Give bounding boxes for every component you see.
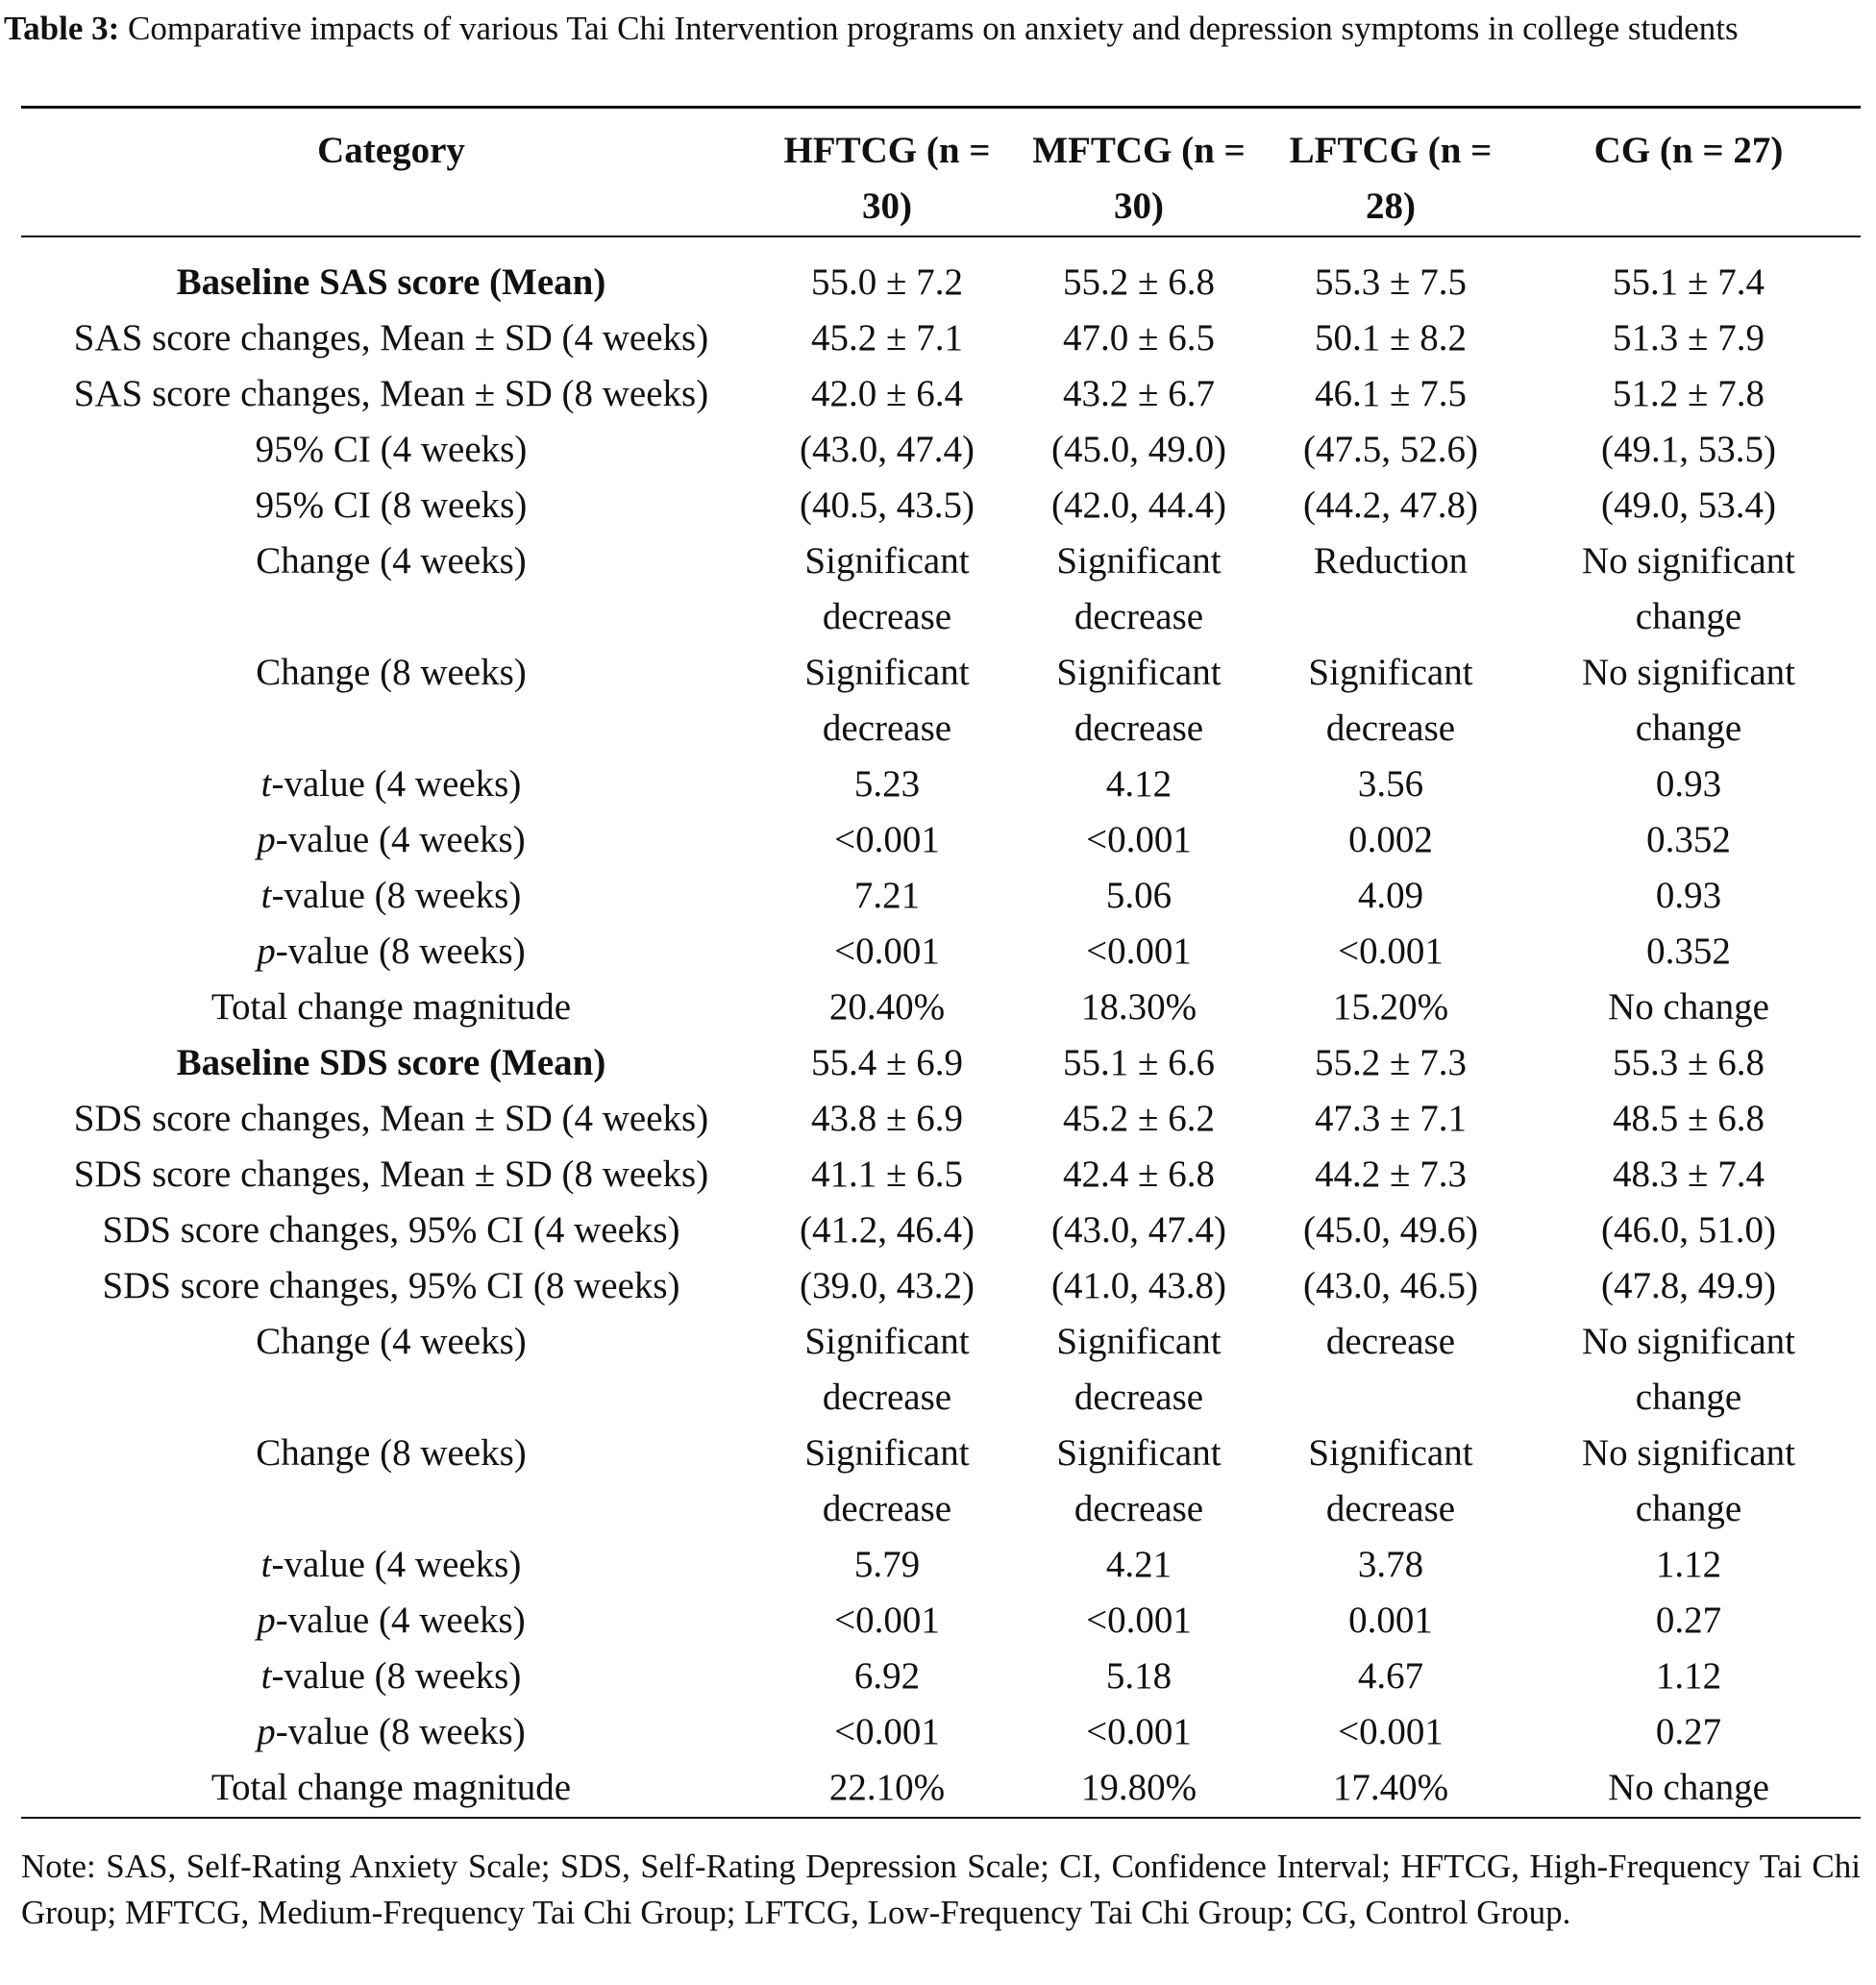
table-row [21, 1314, 1861, 1426]
table-cell: (49.1, 53.5) [1601, 429, 1776, 470]
cell-line: decrease [822, 1377, 952, 1418]
table-cell [1013, 1314, 1265, 1426]
table-cell: (40.5, 43.5) [800, 484, 975, 526]
row-label-italic-symbol: t [260, 875, 272, 916]
table-cell: 55.1 ± 7.4 [1613, 261, 1765, 303]
cell-line: decrease [1074, 707, 1204, 749]
table-header-row [21, 123, 1861, 252]
cell-line: Significant [1056, 652, 1222, 693]
row-label [21, 980, 761, 1035]
row-label [21, 478, 761, 533]
table-cell: 0.352 [1646, 819, 1731, 860]
table-cell: 20.40% [828, 986, 946, 1028]
row-label-italic-symbol: p [257, 819, 276, 860]
table-cell: <0.001 [1086, 1711, 1192, 1752]
table-cell: 45.2 ± 6.2 [1063, 1098, 1215, 1139]
row-label [21, 1649, 761, 1704]
cell-line: decrease [1325, 1321, 1456, 1362]
table-cell [1517, 1426, 1861, 1537]
table-body [21, 252, 1861, 1816]
table-cell: (45.0, 49.6) [1303, 1209, 1478, 1251]
row-label-text: 95% CI (8 weeks) [255, 484, 528, 526]
row-label [21, 812, 761, 868]
table-row [21, 1147, 1861, 1203]
table-cell [1265, 1426, 1517, 1537]
table-row [21, 1760, 1861, 1816]
table-cell: <0.001 [1086, 1600, 1192, 1641]
row-label-text: Baseline SAS score (Mean) [176, 261, 606, 303]
cell-line: Significant [1056, 540, 1222, 582]
table-cell: (46.0, 51.0) [1601, 1209, 1776, 1251]
table-cell: 17.40% [1332, 1767, 1449, 1808]
row-label-text: SDS score changes, Mean ± SD (8 weeks) [73, 1154, 709, 1195]
table-cell: 1.12 [1655, 1544, 1722, 1585]
table-cell: 18.30% [1080, 986, 1197, 1028]
table-cell: 0.002 [1348, 819, 1433, 860]
table-cell: 48.3 ± 7.4 [1613, 1154, 1765, 1195]
row-label-text: SDS score changes, Mean ± SD (4 weeks) [73, 1098, 709, 1139]
row-label-text: SAS score changes, Mean ± SD (4 weeks) [73, 317, 709, 359]
header-group-n: (n = 30) [1114, 130, 1246, 227]
table-row [21, 812, 1861, 868]
table-cell: (41.2, 46.4) [800, 1209, 975, 1251]
cell-line: Significant [1308, 1432, 1473, 1474]
table-cell: 4.21 [1105, 1544, 1172, 1585]
table-cell: <0.001 [1338, 930, 1444, 972]
table-caption-text: Comparative impacts of various Tai Chi Intervention programs on anxiety and depression symptoms in college students [128, 10, 1739, 47]
row-label [21, 422, 761, 478]
table-cell: 43.8 ± 6.9 [811, 1098, 963, 1139]
table-cell: No change [1608, 986, 1769, 1028]
table-caption [4, 8, 1872, 50]
table-row [21, 310, 1861, 366]
table-cell: <0.001 [834, 1600, 940, 1641]
table-cell: 55.1 ± 6.6 [1063, 1042, 1215, 1083]
results-table [21, 123, 1861, 1816]
row-label [21, 252, 761, 310]
table-row [21, 1426, 1861, 1537]
table-cell: <0.001 [834, 819, 940, 860]
row-label-italic-symbol: p [257, 1600, 276, 1641]
row-label-italic-symbol: t [260, 1544, 272, 1585]
row-label-italic-symbol: t [260, 1655, 272, 1697]
cell-line: Significant [804, 652, 970, 693]
header-group-name: CG [1593, 130, 1651, 171]
table-row [21, 1537, 1861, 1593]
table-top-rule [21, 106, 1861, 109]
table-cell [1013, 1426, 1265, 1537]
row-label [21, 1426, 761, 1537]
table-cell [1265, 533, 1517, 645]
cell-line: change [1635, 1488, 1742, 1529]
row-label-text: -value (8 weeks) [275, 930, 526, 972]
cell-line: Significant [804, 1321, 970, 1362]
row-label-italic-symbol: p [257, 930, 276, 972]
table-cell: (42.0, 44.4) [1051, 484, 1226, 526]
cell-line: decrease [1325, 1488, 1456, 1529]
row-label [21, 366, 761, 422]
header-group-n: (n = 27) [1659, 130, 1784, 171]
cell-line: decrease [1074, 1488, 1204, 1529]
row-label [21, 1091, 761, 1147]
header-group-mftcg [1013, 123, 1265, 252]
table-row [21, 533, 1861, 645]
row-label-text: Change (4 weeks) [256, 540, 527, 582]
table-cell: 4.09 [1357, 875, 1424, 916]
table-cell: 42.0 ± 6.4 [811, 373, 963, 414]
table-caption-label: Table 3: [4, 10, 120, 47]
row-label [21, 1203, 761, 1258]
row-label-text: -value (8 weeks) [271, 875, 522, 916]
row-label-text: -value (4 weeks) [275, 1600, 526, 1641]
table-row [21, 1091, 1861, 1147]
row-label [21, 757, 761, 812]
row-label [21, 533, 761, 645]
table-row [21, 478, 1861, 533]
table-row [21, 422, 1861, 478]
row-label [21, 645, 761, 757]
row-label [21, 1258, 761, 1314]
table-cell: 43.2 ± 6.7 [1063, 373, 1215, 414]
row-label-text: SDS score changes, 95% CI (4 weeks) [102, 1209, 680, 1251]
row-label-text: -value (4 weeks) [271, 1544, 522, 1585]
table-bottom-rule [21, 1817, 1861, 1819]
cell-line: Significant [1056, 1432, 1222, 1474]
table-cell: (43.0, 47.4) [800, 429, 975, 470]
table-cell [1517, 1314, 1861, 1426]
table-cell: 3.78 [1357, 1544, 1424, 1585]
table-cell: 48.5 ± 6.8 [1613, 1098, 1765, 1139]
row-label-text: SAS score changes, Mean ± SD (8 weeks) [73, 373, 709, 414]
row-label-text: -value (8 weeks) [271, 1655, 522, 1697]
table-cell: <0.001 [1338, 1711, 1444, 1752]
table-cell: 22.10% [828, 1767, 946, 1808]
cell-line: Significant [1056, 1321, 1222, 1362]
cell-line: change [1635, 596, 1742, 637]
table-row [21, 868, 1861, 924]
table-cell: No change [1608, 1767, 1769, 1808]
cell-line: decrease [822, 596, 952, 637]
cell-line: No significant [1581, 1432, 1796, 1474]
table-cell [1013, 645, 1265, 757]
table-cell [1265, 645, 1517, 757]
table-cell: 0.93 [1655, 875, 1722, 916]
header-group-hftcg [761, 123, 1013, 252]
table-cell: 4.12 [1105, 763, 1172, 805]
table-cell: (47.5, 52.6) [1303, 429, 1478, 470]
table-row [21, 1258, 1861, 1314]
row-label-text: -value (4 weeks) [275, 819, 526, 860]
cell-line: Significant [804, 540, 970, 582]
row-label [21, 1704, 761, 1760]
table-cell: 0.27 [1655, 1711, 1722, 1752]
table-row [21, 1649, 1861, 1704]
table-cell: 0.001 [1348, 1600, 1433, 1641]
cell-line: Significant [1308, 652, 1473, 693]
table-cell: 1.12 [1655, 1655, 1722, 1697]
table-row [21, 757, 1861, 812]
table-cell: 42.4 ± 6.8 [1063, 1154, 1215, 1195]
row-label [21, 1537, 761, 1593]
table-cell: 0.27 [1655, 1600, 1722, 1641]
table-cell: 55.2 ± 6.8 [1063, 261, 1215, 303]
header-group-n: (n = 28) [1366, 130, 1493, 227]
table-cell: 50.1 ± 8.2 [1315, 317, 1467, 359]
header-group-name: HFTCG [783, 130, 918, 171]
table-cell: 0.352 [1646, 930, 1731, 972]
cell-line: decrease [1074, 596, 1204, 637]
table-cell: 55.3 ± 7.5 [1315, 261, 1467, 303]
cell-line: Significant [804, 1432, 970, 1474]
header-group-n: (n = 30) [862, 130, 991, 227]
cell-line: decrease [822, 707, 952, 749]
table-cell: 55.0 ± 7.2 [811, 261, 963, 303]
table-row [21, 980, 1861, 1035]
header-group-cg [1517, 123, 1861, 252]
header-group-lftcg [1265, 123, 1517, 252]
table-cell: 5.06 [1105, 875, 1172, 916]
table-cell: 41.1 ± 6.5 [811, 1154, 963, 1195]
row-label-text: Total change magnitude [210, 986, 572, 1028]
row-label-italic-symbol: p [257, 1711, 276, 1752]
table-row [21, 1035, 1861, 1091]
table-cell: 55.2 ± 7.3 [1315, 1042, 1467, 1083]
table-cell: <0.001 [1086, 930, 1192, 972]
table-cell [761, 533, 1013, 645]
cell-line: Reduction [1313, 540, 1469, 582]
table-cell [1517, 533, 1861, 645]
row-label-text: Total change magnitude [210, 1767, 572, 1808]
table-cell [761, 645, 1013, 757]
table-cell: 47.3 ± 7.1 [1315, 1098, 1467, 1139]
table-cell: 51.3 ± 7.9 [1613, 317, 1765, 359]
row-label [21, 1035, 761, 1091]
row-label-italic-symbol: t [260, 763, 272, 805]
table-cell: 5.23 [853, 763, 921, 805]
cell-line: decrease [822, 1488, 952, 1529]
cell-line: change [1635, 707, 1742, 749]
table-cell [1265, 1314, 1517, 1426]
row-label-text: Baseline SDS score (Mean) [176, 1042, 606, 1083]
table-cell: 3.56 [1357, 763, 1424, 805]
row-label-text: Change (4 weeks) [256, 1321, 527, 1362]
header-category: Category [317, 130, 465, 171]
table-row [21, 252, 1861, 310]
table-cell: 6.92 [853, 1655, 921, 1697]
table-cell: 0.93 [1655, 763, 1722, 805]
table-row [21, 924, 1861, 980]
cell-line: No significant [1581, 1321, 1796, 1362]
table-cell: <0.001 [834, 930, 940, 972]
cell-line: No significant [1581, 652, 1796, 693]
table-cell: (43.0, 46.5) [1303, 1265, 1478, 1306]
table-note: Note: SAS, Self-Rating Anxiety Scale; SDS, Self-Rating Depression Scale; CI, Confidence Interval; HFTCG, High-Frequency Tai Chi Group; MFTCG, Medium-Frequency Tai Chi Group; LFTCG, Low-Frequency Tai Chi Group; CG, Control Group. [21, 1848, 1861, 1931]
table-cell: 51.2 ± 7.8 [1613, 373, 1765, 414]
table-cell: (43.0, 47.4) [1051, 1209, 1226, 1251]
table-cell: 7.21 [853, 875, 921, 916]
row-label [21, 1314, 761, 1426]
table-row [21, 645, 1861, 757]
row-label [21, 868, 761, 924]
cell-line: decrease [1074, 1377, 1204, 1418]
table-cell: (49.0, 53.4) [1601, 484, 1776, 526]
table-cell: <0.001 [834, 1711, 940, 1752]
table-cell: 55.4 ± 6.9 [811, 1042, 963, 1083]
cell-line: No significant [1581, 540, 1796, 582]
table-cell [1517, 645, 1861, 757]
table-cell [761, 1314, 1013, 1426]
table-cell: 5.79 [853, 1544, 921, 1585]
table-cell: 44.2 ± 7.3 [1315, 1154, 1467, 1195]
table-cell: <0.001 [1086, 819, 1192, 860]
row-label-text: -value (8 weeks) [275, 1711, 526, 1752]
header-group-name: MFTCG [1032, 130, 1172, 171]
table-cell: (45.0, 49.0) [1051, 429, 1226, 470]
table-cell: 55.3 ± 6.8 [1613, 1042, 1765, 1083]
row-label [21, 1593, 761, 1649]
row-label [21, 924, 761, 980]
row-label [21, 310, 761, 366]
table-cell: 46.1 ± 7.5 [1315, 373, 1467, 414]
cell-line: decrease [1325, 707, 1456, 749]
table-cell [1013, 533, 1265, 645]
table-cell: 15.20% [1332, 986, 1449, 1028]
table-cell: (39.0, 43.2) [800, 1265, 975, 1306]
table-row [21, 1593, 1861, 1649]
row-label-text: -value (4 weeks) [271, 763, 522, 805]
table-cell: 47.0 ± 6.5 [1063, 317, 1215, 359]
row-label-text: 95% CI (4 weeks) [255, 429, 528, 470]
table-cell: (44.2, 47.8) [1303, 484, 1478, 526]
header-group-name: LFTCG [1289, 130, 1419, 171]
table-cell: (41.0, 43.8) [1051, 1265, 1226, 1306]
table-cell [761, 1426, 1013, 1537]
cell-line: change [1635, 1377, 1742, 1418]
table-row [21, 366, 1861, 422]
row-label-text: Change (8 weeks) [256, 652, 527, 693]
table-cell: (47.8, 49.9) [1601, 1265, 1776, 1306]
row-label [21, 1760, 761, 1816]
table-row [21, 1203, 1861, 1258]
table-cell: 4.67 [1357, 1655, 1424, 1697]
table-cell: 5.18 [1105, 1655, 1172, 1697]
row-label-text: SDS score changes, 95% CI (8 weeks) [102, 1265, 680, 1306]
table-cell: 45.2 ± 7.1 [811, 317, 963, 359]
table-row [21, 1704, 1861, 1760]
row-label-text: Change (8 weeks) [256, 1432, 527, 1474]
table-cell: 19.80% [1080, 1767, 1197, 1808]
row-label [21, 1147, 761, 1203]
